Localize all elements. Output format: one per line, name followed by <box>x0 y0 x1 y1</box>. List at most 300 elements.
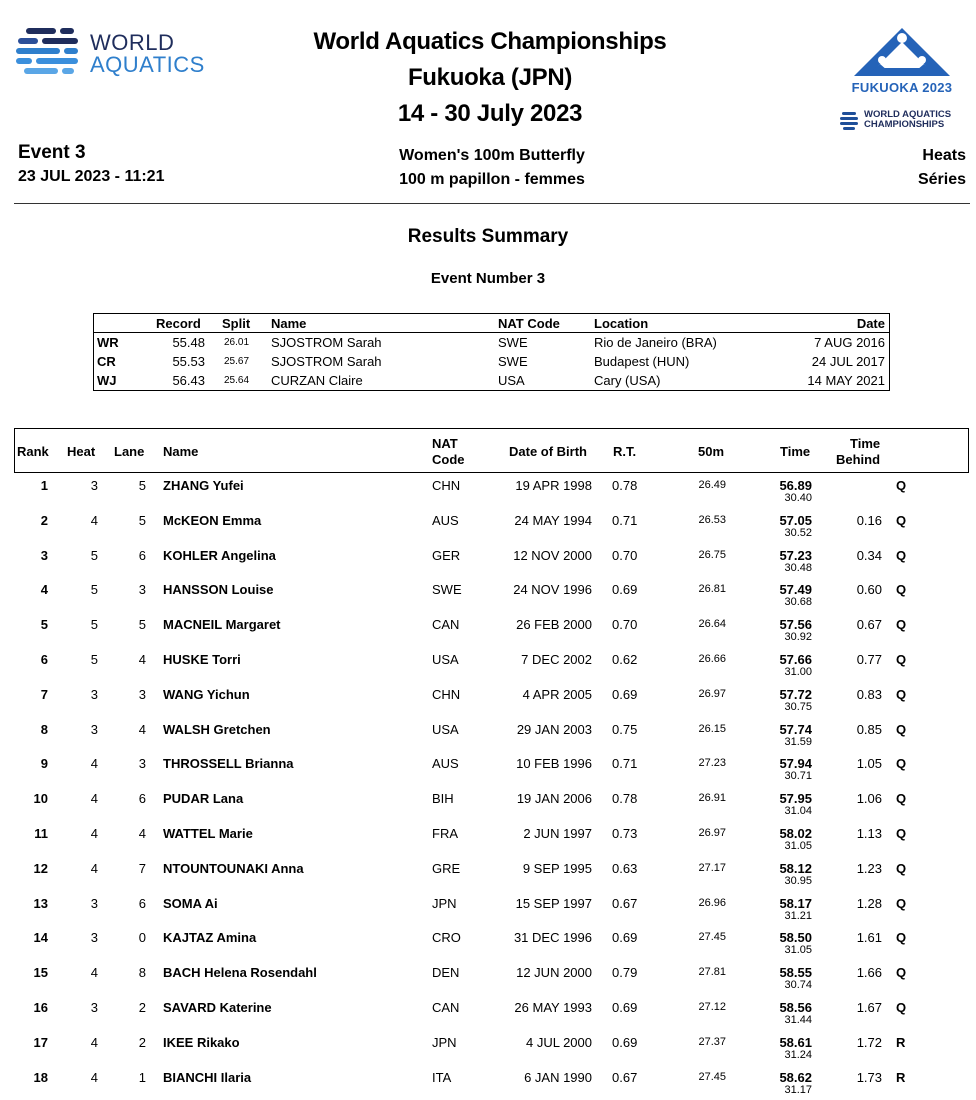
cell-rank: 3 <box>40 547 48 563</box>
cell-athlete-name: PUDAR Lana <box>163 791 244 807</box>
cell-reaction-time: 0.78 <box>612 791 638 807</box>
cell-dob: 9 SEP 1995 <box>522 860 592 876</box>
cell-heat: 3 <box>90 930 98 946</box>
result-row <box>14 681 969 716</box>
cell-dob: 15 SEP 1997 <box>515 895 592 911</box>
result-row <box>14 855 969 890</box>
cell-qualification: R <box>896 1069 906 1085</box>
records-col-date: Date <box>856 316 885 331</box>
result-row <box>14 646 969 681</box>
cell-final-time: 57.23 <box>779 547 812 563</box>
cell-split-2: 31.59 <box>784 735 812 748</box>
cell-split-2: 30.71 <box>784 770 812 783</box>
cell-dob: 4 APR 2005 <box>522 686 592 702</box>
records-col-name: Name <box>271 316 307 331</box>
record-date: 7 AUG 2016 <box>814 335 885 350</box>
cell-dob: 12 NOV 2000 <box>513 547 592 563</box>
cell-rank: 2 <box>40 512 48 528</box>
record-row <box>94 352 889 371</box>
cell-heat: 4 <box>90 965 98 981</box>
col-lane: Lane <box>114 444 145 459</box>
cell-nat: CAN <box>432 617 460 633</box>
cell-heat: 5 <box>90 652 98 667</box>
cell-split-50m: 26.49 <box>698 479 726 491</box>
cell-split-50m: 26.81 <box>698 583 726 596</box>
result-row <box>14 472 969 507</box>
cell-split-2: 31.21 <box>784 909 812 922</box>
cell-final-time: 58.50 <box>779 930 812 946</box>
cell-dob: 19 APR 1998 <box>515 478 592 493</box>
results-header-row <box>14 428 969 473</box>
cell-split-2: 30.74 <box>784 979 812 992</box>
fukuoka-2023-logo <box>836 26 968 136</box>
cell-lane: 6 <box>138 547 146 563</box>
cell-reaction-time: 0.69 <box>612 930 638 946</box>
cell-reaction-time: 0.78 <box>612 478 638 493</box>
record-row <box>94 333 889 352</box>
title-line-1: World Aquatics Championships <box>313 28 667 55</box>
cell-split-2: 31.00 <box>784 666 812 678</box>
cell-split-50m: 27.45 <box>698 931 726 944</box>
cell-heat: 3 <box>90 478 98 493</box>
record-location: Cary (USA) <box>594 373 661 388</box>
cell-rank: 12 <box>33 860 48 876</box>
col-rt: R.T. <box>613 444 637 459</box>
col-name: Name <box>163 444 199 459</box>
result-row <box>14 820 969 855</box>
result-row <box>14 576 969 611</box>
cell-time-behind: 1.67 <box>856 1000 882 1015</box>
records-header-row <box>94 314 889 333</box>
result-row <box>14 611 969 646</box>
cell-reaction-time: 0.67 <box>612 1069 638 1085</box>
cell-time-behind: 1.66 <box>856 965 882 981</box>
cell-qualification: Q <box>896 512 907 528</box>
cell-dob: 26 MAY 1993 <box>514 1000 592 1015</box>
cell-reaction-time: 0.69 <box>612 582 638 598</box>
cell-rank: 16 <box>33 1000 48 1015</box>
cell-heat: 4 <box>90 860 98 876</box>
cell-time-behind: 1.72 <box>856 1034 882 1050</box>
cell-athlete-name: HANSSON Louise <box>163 582 274 598</box>
cell-final-time: 57.74 <box>779 721 812 737</box>
sublogo-line-2: CHAMPIONSHIPS <box>864 119 945 130</box>
cell-qualification: R <box>896 1034 906 1050</box>
cell-time-behind: 0.16 <box>856 512 882 528</box>
cell-split-2: 30.52 <box>784 526 812 539</box>
cell-qualification: Q <box>896 895 907 911</box>
cell-time-behind: 0.83 <box>856 686 882 702</box>
cell-split-50m: 26.96 <box>698 896 726 909</box>
cell-time-behind: 1.61 <box>856 930 882 946</box>
result-row <box>14 890 969 925</box>
col-dob: Date of Birth <box>509 444 587 459</box>
event-phase-fr: Séries <box>917 171 966 188</box>
cell-split-2: 30.48 <box>784 561 812 574</box>
cell-heat: 4 <box>90 791 98 807</box>
header-divider <box>14 203 970 204</box>
cell-nat: GER <box>432 547 461 563</box>
cell-rank: 6 <box>40 652 48 667</box>
cell-nat: GRE <box>432 860 461 876</box>
cell-time-behind: 0.60 <box>856 582 882 598</box>
result-row <box>14 542 969 577</box>
cell-split-2: 31.24 <box>784 1048 812 1061</box>
cell-rank: 11 <box>34 826 48 841</box>
title-line-2: Fukuoka (JPN) <box>407 64 573 91</box>
cell-rank: 4 <box>40 582 48 598</box>
cell-lane: 2 <box>138 1000 146 1015</box>
cell-final-time: 57.94 <box>779 756 812 772</box>
cell-qualification: Q <box>896 721 907 737</box>
cell-lane: 7 <box>138 860 146 876</box>
cell-rank: 15 <box>33 965 48 981</box>
records-table <box>93 313 890 391</box>
cell-split-2: 30.92 <box>784 631 812 644</box>
cell-time-behind: 1.23 <box>856 860 882 876</box>
cell-dob: 24 MAY 1994 <box>514 512 592 528</box>
record-time: 56.43 <box>172 373 205 388</box>
cell-split-2: 31.05 <box>784 944 812 957</box>
cell-reaction-time: 0.70 <box>612 617 638 633</box>
cell-lane: 2 <box>138 1034 146 1050</box>
cell-time-behind: 0.85 <box>856 721 882 737</box>
cell-split-2: 30.75 <box>784 700 812 713</box>
cell-nat: CAN <box>432 1000 460 1015</box>
cell-split-50m: 26.64 <box>698 618 726 631</box>
fukuoka-logo-text: FUKUOKA 2023 <box>851 80 953 95</box>
cell-rank: 17 <box>33 1034 48 1050</box>
cell-time-behind: 0.77 <box>856 652 882 667</box>
cell-lane: 3 <box>138 686 146 702</box>
cell-rank: 7 <box>40 686 48 702</box>
records-col-nat: NAT Code <box>498 316 560 331</box>
cell-qualification: Q <box>896 965 907 981</box>
world-aquatics-logo-icon <box>16 26 80 82</box>
cell-time-behind: 1.06 <box>856 791 882 807</box>
cell-heat: 4 <box>90 756 98 772</box>
cell-dob: 29 JAN 2003 <box>516 721 592 737</box>
cell-lane: 4 <box>138 721 146 737</box>
cell-reaction-time: 0.70 <box>612 547 638 563</box>
result-row <box>14 750 969 785</box>
mini-world-aquatics-icon <box>840 112 860 130</box>
result-row <box>14 924 969 959</box>
cell-dob: 26 FEB 2000 <box>516 617 592 633</box>
cell-rank: 5 <box>40 617 48 633</box>
cell-athlete-name: McKEON Emma <box>163 512 262 528</box>
cell-time-behind: 1.05 <box>856 756 882 772</box>
cell-split-50m: 26.75 <box>698 548 726 561</box>
cell-lane: 8 <box>138 965 146 981</box>
cell-rank: 9 <box>40 756 48 772</box>
cell-nat: JPN <box>432 1034 457 1050</box>
cell-nat: FRA <box>432 826 458 841</box>
cell-athlete-name: MACNEIL Margaret <box>163 617 281 633</box>
cell-athlete-name: KAJTAZ Amina <box>163 930 257 946</box>
cell-final-time: 58.02 <box>779 826 812 841</box>
cell-lane: 5 <box>138 478 146 493</box>
record-time: 55.48 <box>172 335 205 350</box>
cell-reaction-time: 0.62 <box>612 652 638 667</box>
cell-reaction-time: 0.73 <box>612 826 638 841</box>
col-heat: Heat <box>67 444 96 459</box>
cell-time-behind: 0.67 <box>856 617 882 633</box>
cell-qualification: Q <box>896 791 907 807</box>
cell-time-behind: 1.73 <box>856 1069 882 1085</box>
cell-split-50m: 27.12 <box>698 1001 726 1013</box>
cell-nat: BIH <box>432 791 454 807</box>
result-row <box>14 959 969 994</box>
cell-split-50m: 26.15 <box>698 722 726 735</box>
cell-reaction-time: 0.63 <box>612 860 638 876</box>
cell-athlete-name: BIANCHI Ilaria <box>163 1069 252 1085</box>
cell-heat: 4 <box>90 826 98 841</box>
col-time: Time <box>780 444 811 459</box>
cell-athlete-name: BACH Helena Rosendahl <box>163 965 317 981</box>
fukuoka-mountain-icon <box>852 26 952 78</box>
event-info-left <box>18 142 164 190</box>
event-name-fr: 100 m papillon - femmes <box>399 171 585 188</box>
cell-split-2: 31.05 <box>784 840 812 852</box>
event-datetime: 23 JUL 2023 - 11:21 <box>18 168 165 185</box>
cell-lane: 1 <box>138 1069 146 1085</box>
cell-split-50m: 26.97 <box>698 687 726 700</box>
championships-sublogo <box>840 110 968 132</box>
records-col-split: Split <box>222 316 251 331</box>
cell-time-behind: 1.13 <box>856 826 882 841</box>
results-summary-title: Results Summary <box>407 226 569 247</box>
cell-time-behind: 0.34 <box>856 547 882 563</box>
cell-qualification: Q <box>896 1000 907 1015</box>
cell-qualification: Q <box>896 930 907 946</box>
cell-split-2: 31.44 <box>784 1014 812 1026</box>
cell-split-50m: 27.37 <box>698 1035 726 1048</box>
cell-nat: AUS <box>432 756 459 772</box>
cell-nat: CRO <box>432 930 461 946</box>
cell-reaction-time: 0.71 <box>612 756 638 772</box>
cell-time-behind: 1.28 <box>856 895 882 911</box>
cell-heat: 4 <box>90 1069 98 1085</box>
cell-heat: 3 <box>90 895 98 911</box>
cell-split-50m: 26.91 <box>698 792 726 805</box>
cell-qualification: Q <box>896 686 907 702</box>
cell-heat: 5 <box>90 547 98 563</box>
event-phase-en: Heats <box>922 147 966 164</box>
cell-rank: 1 <box>40 478 48 493</box>
col-50m: 50m <box>698 444 725 459</box>
cell-dob: 7 DEC 2002 <box>521 652 592 667</box>
cell-qualification: Q <box>896 582 907 598</box>
logo-word-aquatics: AQUATICS <box>90 52 205 77</box>
record-holder: SJOSTROM Sarah <box>271 335 382 350</box>
cell-qualification: Q <box>896 826 907 841</box>
records-col-location: Location <box>594 316 649 331</box>
cell-dob: 31 DEC 1996 <box>513 930 592 946</box>
cell-athlete-name: IKEE Rikako <box>163 1034 240 1050</box>
cell-athlete-name: SOMA Ai <box>163 895 218 911</box>
record-location: Budapest (HUN) <box>594 354 690 369</box>
cell-split-2: 31.04 <box>784 805 812 818</box>
cell-qualification: Q <box>896 652 907 667</box>
cell-reaction-time: 0.79 <box>612 965 638 981</box>
cell-heat: 3 <box>90 1000 98 1015</box>
cell-qualification: Q <box>896 756 907 772</box>
cell-final-time: 57.56 <box>779 617 812 633</box>
cell-reaction-time: 0.69 <box>612 686 638 702</box>
cell-split-50m: 27.17 <box>698 861 726 874</box>
record-code: WJ <box>97 373 117 388</box>
cell-rank: 10 <box>33 791 48 807</box>
record-split: 26.01 <box>224 337 250 348</box>
sublogo-line-1: WORLD AQUATICS <box>864 109 952 120</box>
cell-rank: 18 <box>33 1069 48 1085</box>
cell-final-time: 58.61 <box>779 1034 812 1050</box>
record-code: CR <box>97 354 116 369</box>
records-col-record: Record <box>156 316 201 331</box>
cell-split-50m: 27.81 <box>698 966 726 979</box>
cell-lane: 6 <box>138 791 146 807</box>
cell-final-time: 57.72 <box>779 686 812 702</box>
title-line-3: 14 - 30 July 2023 <box>397 100 583 127</box>
cell-reaction-time: 0.69 <box>612 1034 638 1050</box>
cell-split-2: 30.95 <box>784 874 812 887</box>
record-date: 24 JUL 2017 <box>811 354 885 369</box>
record-holder: SJOSTROM Sarah <box>271 354 382 369</box>
cell-final-time: 58.55 <box>779 965 812 981</box>
col-behind-line1: Time <box>850 436 881 451</box>
cell-lane: 4 <box>138 826 146 841</box>
cell-nat: USA <box>432 652 459 667</box>
record-split: 25.67 <box>224 356 250 367</box>
cell-rank: 8 <box>40 721 48 737</box>
cell-heat: 4 <box>90 1034 98 1050</box>
cell-heat: 3 <box>90 721 98 737</box>
col-nat-line1: NAT <box>432 436 458 451</box>
cell-nat: AUS <box>432 512 459 528</box>
cell-reaction-time: 0.71 <box>612 512 638 528</box>
cell-athlete-name: ZHANG Yufei <box>163 478 244 493</box>
logo-word-world: WORLD <box>90 30 175 55</box>
cell-split-50m: 26.97 <box>698 827 726 839</box>
cell-dob: 10 FEB 1996 <box>516 756 592 772</box>
cell-athlete-name: WANG Yichun <box>163 686 250 702</box>
cell-final-time: 58.17 <box>779 895 812 911</box>
cell-nat: DEN <box>432 965 460 981</box>
cell-nat: CHN <box>432 478 461 493</box>
cell-rank: 14 <box>33 930 48 946</box>
cell-athlete-name: WALSH Gretchen <box>163 721 271 737</box>
cell-athlete-name: SAVARD Katerine <box>163 1000 272 1015</box>
result-row <box>14 785 969 820</box>
result-row <box>14 716 969 751</box>
record-nat: SWE <box>498 354 528 369</box>
cell-qualification: Q <box>896 547 907 563</box>
record-date: 14 MAY 2021 <box>807 373 885 388</box>
result-row <box>14 994 969 1029</box>
cell-heat: 4 <box>90 512 98 528</box>
cell-heat: 5 <box>90 582 98 598</box>
cell-split-50m: 26.66 <box>698 653 726 665</box>
cell-athlete-name: KOHLER Angelina <box>163 547 276 563</box>
cell-final-time: 58.12 <box>779 860 812 876</box>
col-nat-line2: Code <box>432 452 465 467</box>
cell-final-time: 58.56 <box>779 1000 812 1015</box>
result-row <box>14 1029 969 1064</box>
cell-final-time: 56.89 <box>779 478 812 493</box>
cell-final-time: 57.66 <box>779 652 812 667</box>
cell-athlete-name: NTOUNTOUNAKI Anna <box>163 860 304 876</box>
cell-lane: 6 <box>138 895 146 911</box>
event-phase <box>918 144 966 192</box>
cell-dob: 2 JUN 1997 <box>523 826 592 841</box>
cell-dob: 24 NOV 1996 <box>513 582 592 598</box>
cell-final-time: 58.62 <box>779 1069 812 1085</box>
record-time: 55.53 <box>172 354 205 369</box>
cell-nat: USA <box>432 721 459 737</box>
cell-heat: 3 <box>90 686 98 702</box>
cell-qualification: Q <box>896 617 907 633</box>
result-row <box>14 507 969 542</box>
cell-lane: 0 <box>138 930 146 946</box>
record-nat: SWE <box>498 335 528 350</box>
cell-split-2: 30.68 <box>784 596 812 609</box>
cell-athlete-name: THROSSELL Brianna <box>163 756 294 772</box>
cell-qualification: Q <box>896 478 907 493</box>
col-rank: Rank <box>17 444 49 459</box>
cell-rank: 13 <box>33 895 48 911</box>
event-name <box>300 144 684 192</box>
cell-nat: JPN <box>432 895 457 911</box>
cell-lane: 3 <box>138 582 146 598</box>
cell-athlete-name: WATTEL Marie <box>163 826 253 841</box>
record-nat: USA <box>498 373 525 388</box>
cell-lane: 5 <box>138 512 146 528</box>
cell-reaction-time: 0.69 <box>612 1000 638 1015</box>
cell-lane: 3 <box>138 756 146 772</box>
cell-split-50m: 27.45 <box>698 1070 726 1083</box>
record-row <box>94 371 889 390</box>
event-number-label: Event 3 <box>18 142 86 163</box>
cell-split-50m: 27.23 <box>698 757 726 770</box>
cell-nat: SWE <box>432 582 462 598</box>
cell-dob: 6 JAN 1990 <box>524 1069 592 1085</box>
world-aquatics-logo <box>16 26 236 86</box>
col-behind-line2: Behind <box>836 452 881 467</box>
cell-split-50m: 26.53 <box>698 513 726 526</box>
cell-split-2: 30.40 <box>784 492 812 504</box>
cell-split-2: 31.17 <box>784 1083 812 1096</box>
cell-qualification: Q <box>896 860 907 876</box>
cell-dob: 4 JUL 2000 <box>525 1034 592 1050</box>
cell-nat: CHN <box>432 686 461 702</box>
cell-final-time: 57.49 <box>779 582 812 598</box>
record-holder: CURZAN Claire <box>271 373 363 388</box>
championship-title <box>250 24 730 132</box>
record-split: 25.64 <box>224 375 250 386</box>
event-name-en: Women's 100m Butterfly <box>399 147 585 164</box>
cell-lane: 5 <box>138 617 146 633</box>
cell-heat: 5 <box>90 617 98 633</box>
cell-athlete-name: HUSKE Torri <box>163 652 241 667</box>
cell-lane: 4 <box>138 652 146 667</box>
cell-final-time: 57.05 <box>779 512 812 528</box>
record-location: Rio de Janeiro (BRA) <box>594 335 717 350</box>
event-number-title: Event Number 3 <box>430 270 546 287</box>
cell-nat: ITA <box>432 1069 452 1085</box>
cell-dob: 19 JAN 2006 <box>516 791 592 807</box>
record-code: WR <box>97 335 119 350</box>
